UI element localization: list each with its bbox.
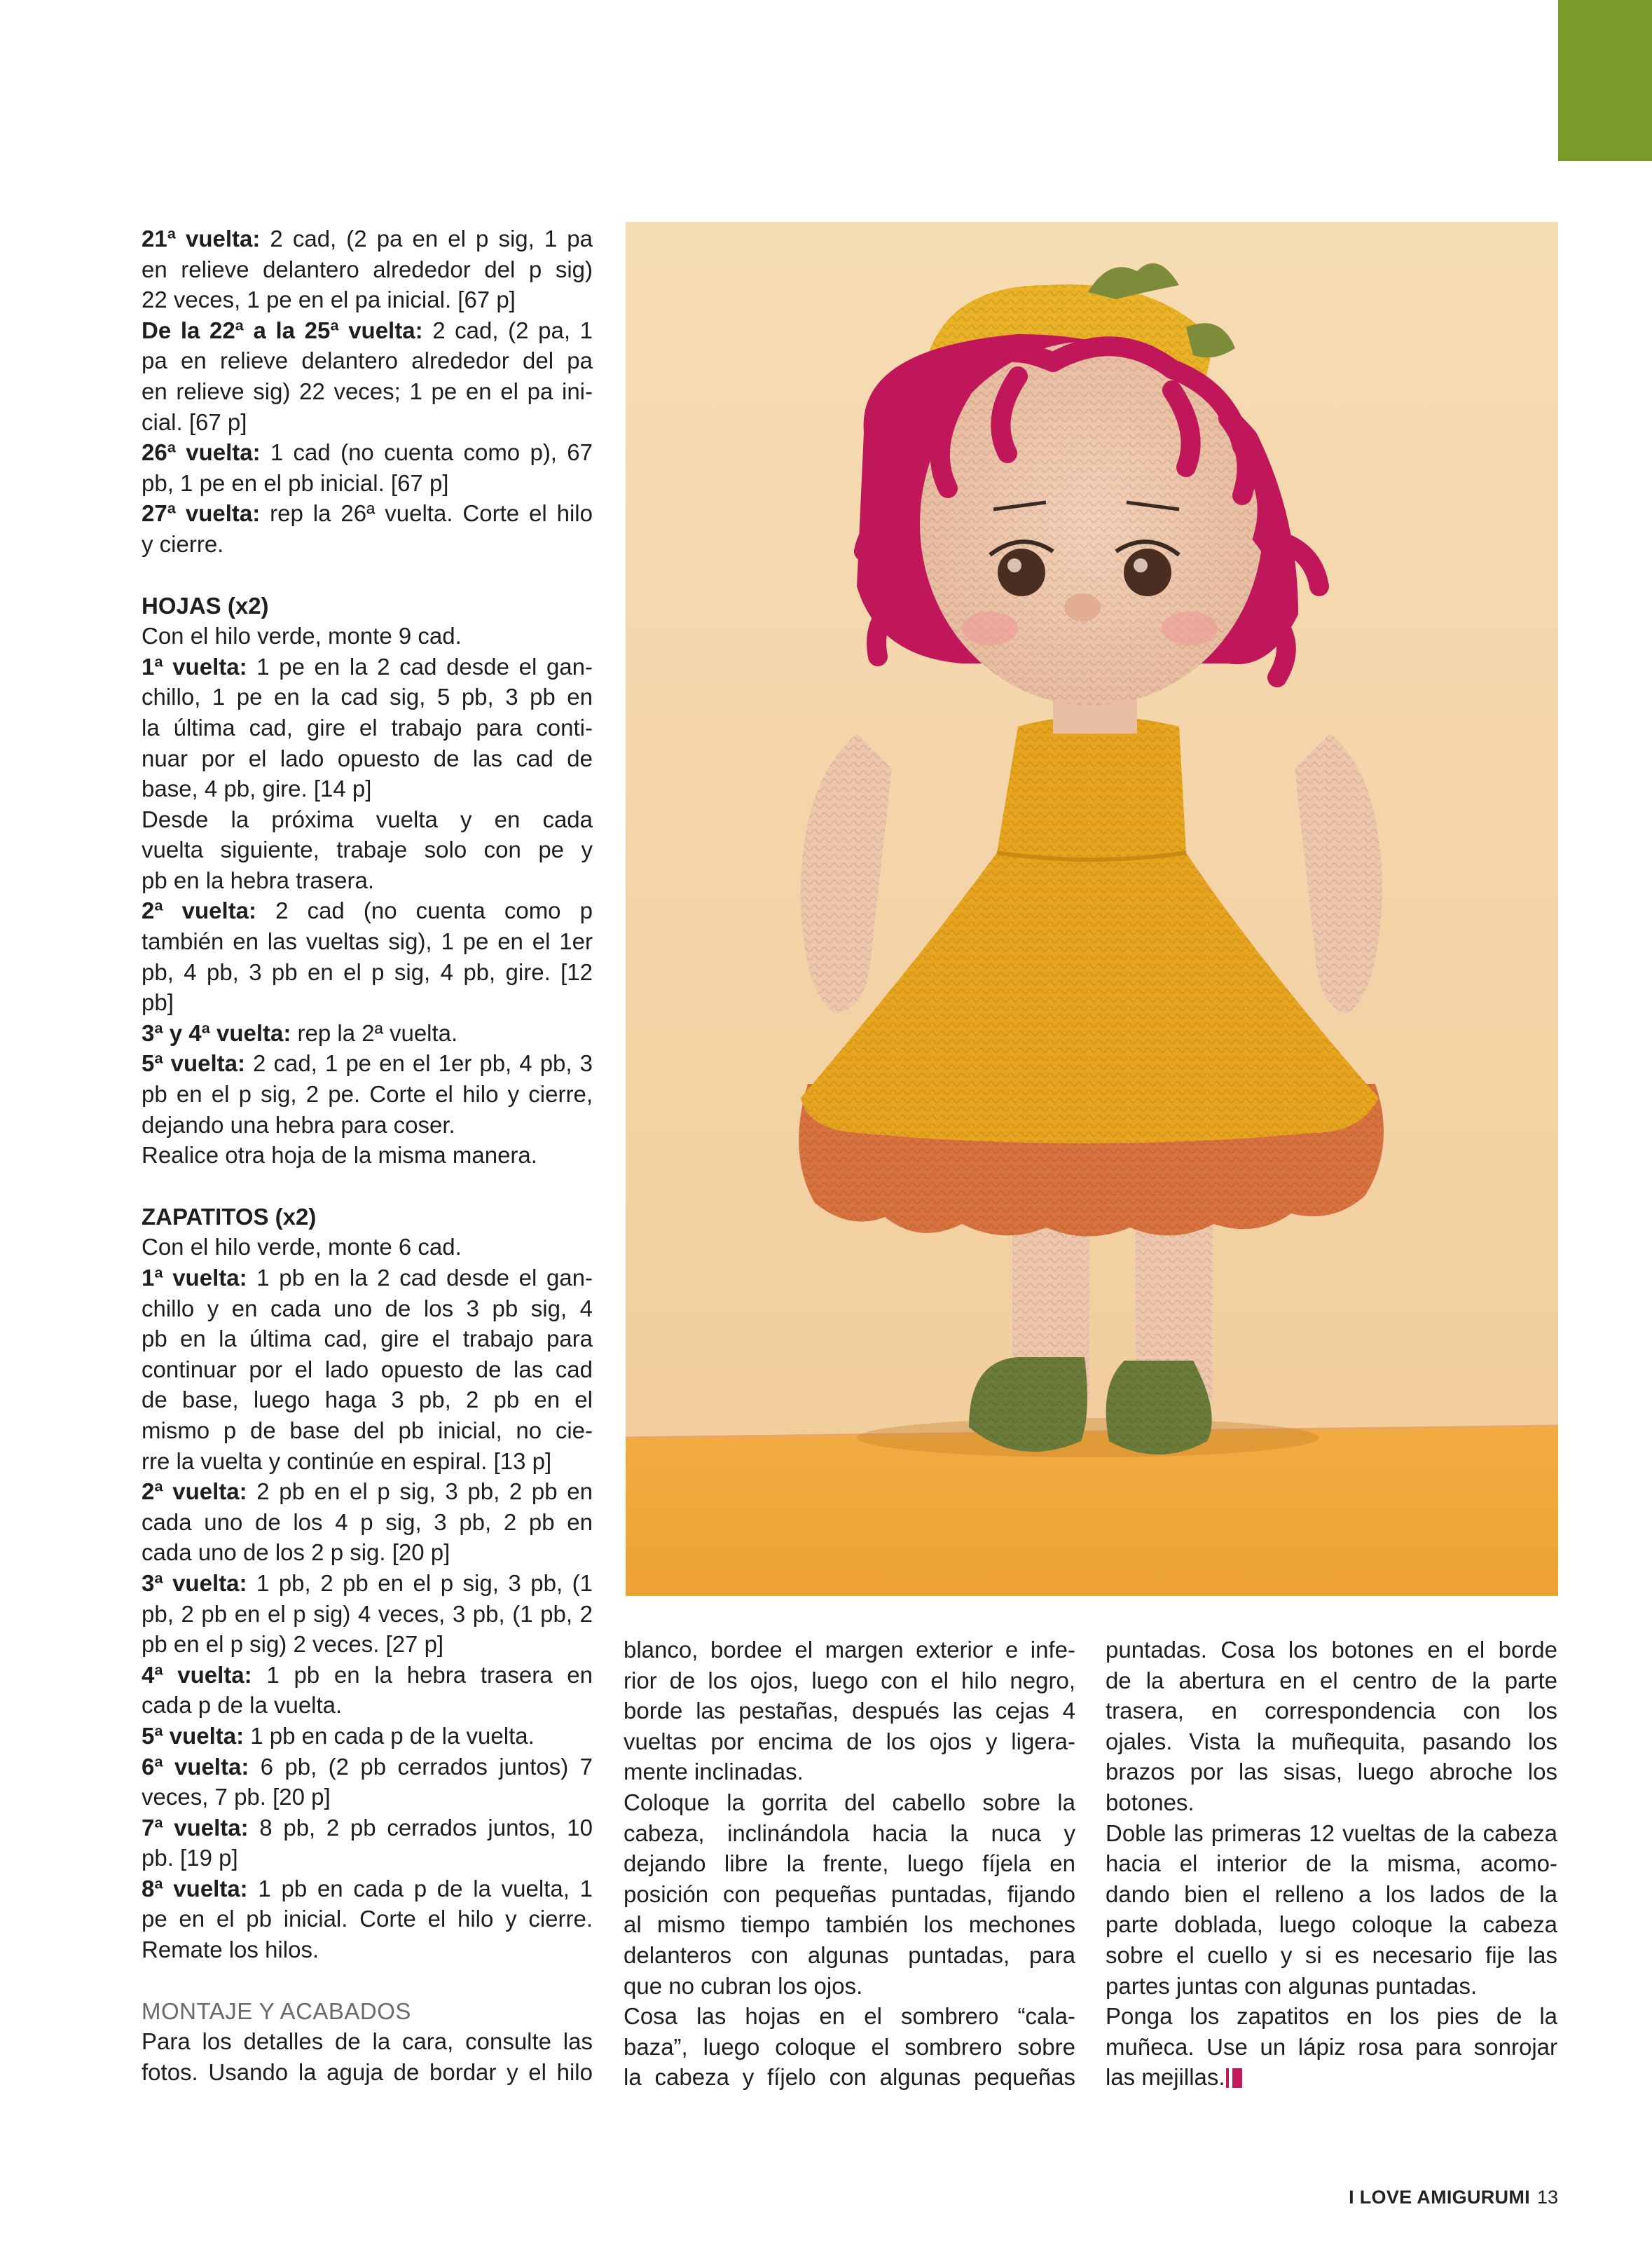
article-end-mark-icon	[1232, 2068, 1242, 2088]
round-label: 6ª vuelta:	[142, 1753, 249, 1780]
right-column-text: puntadas. Cosa los botones en el borde de la abertura en el centro de la parte trasera, en correspondencia con los ojales. Vista la muñequita, pasando los brazos por las sisas, luego abroche los botones. Doble las primeras 12 vueltas de la cabeza hacia el interior de la misma, acomo- dando bien el relleno a los lados de la parte doblada, luego coloque la cabeza sobre el cuello y si es necesario fije las partes juntas con algunas puntadas. Ponga los zapatitos en los pies de la muñeca. Use un lápiz rosa para sonrojar las mejillas.	[1106, 1637, 1557, 2091]
magazine-name: I LOVE AMIGURUMI	[1349, 2187, 1530, 2208]
round-label: 27ª vuelta:	[142, 500, 261, 527]
round-label: 1ª vuelta:	[142, 653, 247, 680]
round-label: 3ª y 4ª vuelta:	[142, 1019, 291, 1046]
round-label: 3ª vuelta:	[142, 1569, 247, 1596]
round-label: 21ª vuelta:	[142, 226, 261, 252]
section-title-zapatitos: ZAPATITOS (x2)	[142, 1203, 317, 1230]
page-footer	[1349, 2187, 1558, 2208]
page-number: 13	[1536, 2187, 1558, 2208]
round-label: 4ª vuelta:	[142, 1661, 252, 1688]
section-color-tab	[1558, 0, 1652, 161]
round-label: 5ª vuelta:	[142, 1722, 245, 1749]
round-label: 2ª vuelta:	[142, 898, 257, 924]
round-label: 1ª vuelta:	[142, 1265, 247, 1291]
round-label: 5ª vuelta:	[142, 1050, 245, 1077]
section-title-montaje: MONTAJE Y ACABADOS	[142, 1997, 411, 2024]
round-label: 2ª vuelta:	[142, 1478, 247, 1505]
doll-photo	[626, 222, 1558, 1596]
middle-column-text: blanco, bordee el margen exterior e infe- rior de los ojos, luego con el hilo negro, borde las pestañas, después las cejas 4 vueltas por encima de los ojos y ligera- mente inclinadas. Coloque la gorrita del cabello sobre la cabeza, inclinándola hacia la nuca y dejando libre la frente, luego fíjela en posición con pequeñas puntadas, fijando al mismo tiempo también los mechones delanteros con algunas puntadas, para que no cubran los ojos. Cosa las hojas en el sombrero “cala- baza”, luego coloque el sombrero sobre la cabeza y fíjelo con algunas pequeñas	[624, 1637, 1075, 2091]
section-title-hojas: HOJAS (x2)	[142, 592, 269, 619]
round-label: 8ª vuelta:	[142, 1875, 248, 1901]
round-label: 26ª vuelta:	[142, 439, 261, 466]
round-label: De la 22ª a la 25ª vuelta:	[142, 317, 423, 343]
left-column-text: 21ª vuelta: 2 cad, (2 pa en el p sig, 1 pa en relieve delantero alrededor del p sig) 22 veces, 1 pe en el pa inicial. [67 p] De la 22ª a la 25ª vuelta: 2 cad, (2 pa, 1 pa en relieve delantero alrededor del pa en relieve sig) 22 veces; 1 pe en el pa ini- cial. [67 p] 26ª vuelta: 1 cad (no cuenta como p), 67 pb, 1 pe en el pb inicial. [67 p] 27ª vuelta: rep la 26ª vuelta. Corte el hilo y cierre. HOJAS (x2) Con el hilo verde, monte 9 cad. 1ª vuelta: 1 pe en la 2 cad desde el gan- chillo, 1 pe en la cad sig, 5 pb, 3 pb en la última cad, gire el trabajo para conti- nuar por el lado opuesto de las cad de base, 4 pb, gire. [14 p] Desde la próxima vuelta y en cada vuelta siguiente, trabaje solo con pe y pb en la hebra trasera. 2ª vuelta: 2 cad (no cuenta como p también en las vueltas sig), 1 pe en el 1er pb, 4 pb, 3 pb en el p sig, 4 pb, gire. [12 pb] 3ª y 4ª vuelta: rep la 2ª vuelta. 5ª vuelta: 2 cad, 1 pe en el 1er pb, 4 pb, 3 pb en el p sig, 2 pe. Corte el hilo y cierre, dejando una hebra para coser. Realice otra hoja de la misma manera. ZAPATITOS (x2) Con el hilo verde, monte 6 cad. 1ª vuelta: 1 pb en la 2 cad desde el gan- chillo y en cada uno de los 3 pb sig, 4 pb en la última cad, gire el trabajo para continuar por el lado opuesto de las cad de base, luego haga 3 pb, 2 pb en el mismo p de base del pb inicial, no cie- rre la vuelta y continúe en espiral. [13 p] 2ª vuelta: 2 pb en el p sig, 3 pb, 2 pb en cada uno de los 4 p sig, 3 pb, 2 pb en cada uno de los 2 p sig. [20 p] 3ª vuelta: 1 pb, 2 pb en el p sig, 3 pb, (1 pb, 2 pb en el p sig) 4 veces, 3 pb, (1 pb, 2 pb en el p sig) 2 veces. [27 p] 4ª vuelta: 1 pb en la hebra trasera en cada p de la vuelta. 5ª vuelta: 1 pb en cada p de la vuelta. 6ª vuelta: 6 pb, (2 pb cerrados juntos) 7 veces, 7 pb. [20 p] 7ª vuelta: 8 pb, 2 pb cerrados juntos, 10 pb. [19 p] 8ª vuelta: 1 pb en cada p de la vuelta, 1 pe en el pb inicial. Corte el hilo y cierre. Remate los hilos. MONTAJE Y ACABADOS Para los detalles de la cara, consulte las fotos. Usando la aguja de bordar y el hilo	[142, 226, 593, 2085]
round-label: 7ª vuelta:	[142, 1814, 249, 1841]
